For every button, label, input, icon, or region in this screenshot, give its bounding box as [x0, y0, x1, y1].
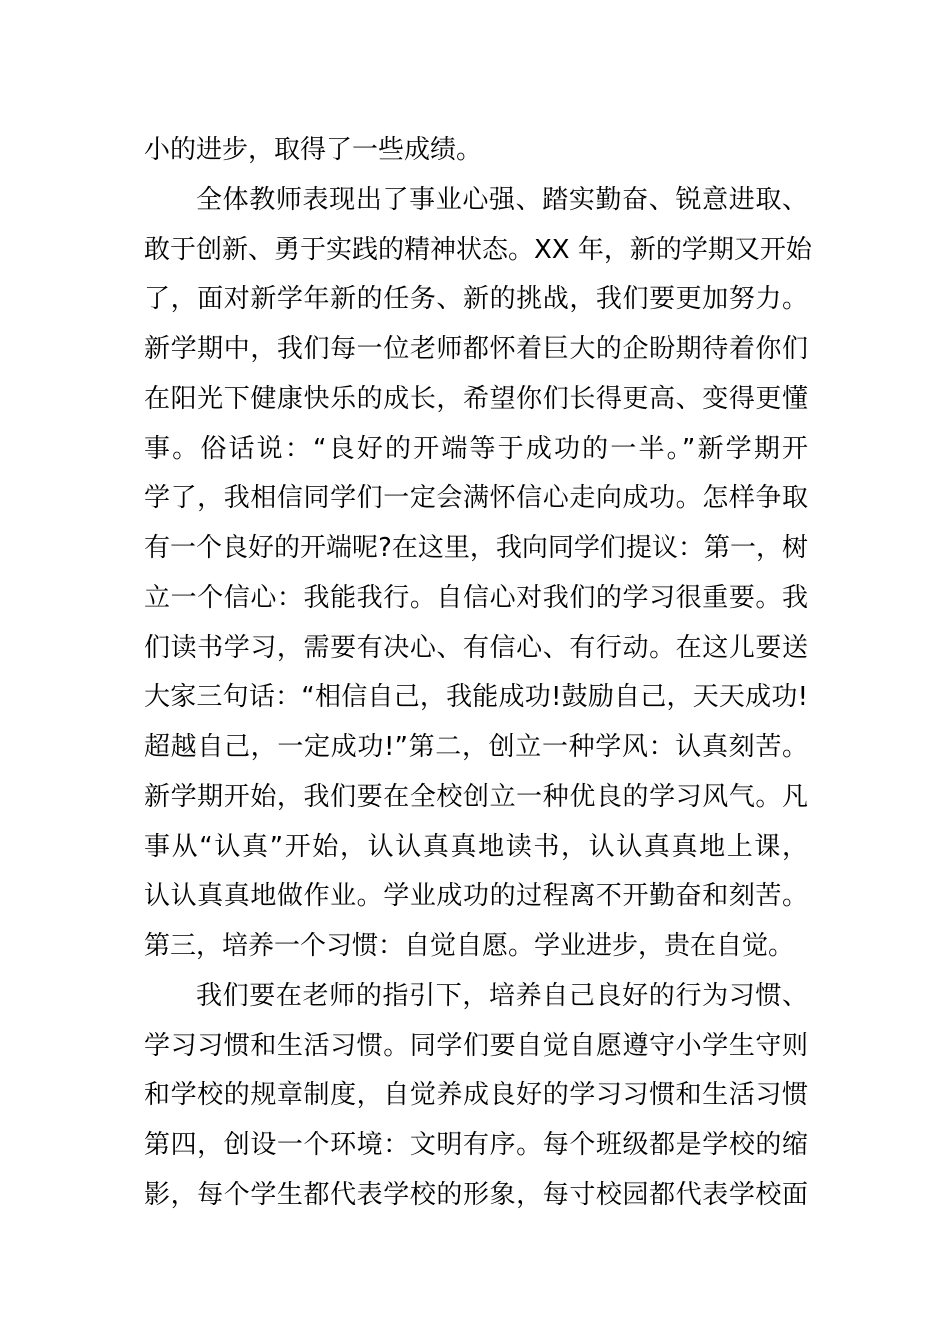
text-line: 立一个信心：我能我行。自信心对我们的学习很重要。我 [144, 582, 808, 613]
text-line: 有一个良好的开端呢?在这里，我向同学们提议：第一，树 [144, 533, 808, 563]
text-line: 大家三句话：“相信自己，我能成功!鼓励自己，天天成功! [144, 682, 808, 713]
text-line: 学了，我相信同学们一定会满怀信心走向成功。怎样争取 [144, 483, 808, 514]
text-line: 新学期中，我们每一位老师都怀着巨大的企盼期待着你们 [144, 334, 808, 364]
body-text [144, 126, 812, 1221]
text-line: 在阳光下健康快乐的成长，希望你们长得更高、变得更懂 [144, 383, 808, 414]
text-line: 全体教师表现出了事业心强、踏实勤奋、锐意进取、 [196, 184, 808, 215]
text-line: 敢于创新、勇于实践的精神状态。XX 年，新的学期又开始 [144, 234, 812, 265]
text-line: 第三，培养一个习惯：自觉自愿。学业进步，贵在自觉。 [144, 931, 795, 961]
text-line: 们读书学习，需要有决心、有信心、有行动。在这儿要送 [144, 632, 808, 663]
text-line: 事。俗话说：“良好的开端等于成功的一半。”新学期开 [144, 433, 808, 464]
text-line: 学习习惯和生活习惯。同学们要自觉自愿遵守小学生守则 [144, 1030, 808, 1061]
text-line: 超越自己，一定成功!”第二，创立一种学风：认真刻苦。 [144, 732, 808, 762]
text-line: 新学期开始，我们要在全校创立一种优良的学习风气。凡 [144, 781, 808, 812]
text-line: 第四，创设一个环境：文明有序。每个班级都是学校的缩 [144, 1130, 808, 1160]
text-line: 小的进步，取得了一些成绩。 [144, 135, 483, 165]
text-line: 影，每个学生都代表学校的形象，每寸校园都代表学校面 [144, 1179, 808, 1210]
text-line: 和学校的规章制度，自觉养成良好的学习习惯和生活习惯 [144, 1080, 808, 1111]
text-line: 认认真真地做作业。学业成功的过程离不开勤奋和刻苦。 [144, 881, 808, 912]
text-line: 事从“认真”开始，认认真真地读书，认认真真地上课， [144, 831, 808, 862]
text-line: 我们要在老师的指引下，培养自己良好的行为习惯、 [196, 980, 808, 1011]
text-line: 了，面对新学年新的任务、新的挑战，我们要更加努力。 [144, 284, 808, 315]
